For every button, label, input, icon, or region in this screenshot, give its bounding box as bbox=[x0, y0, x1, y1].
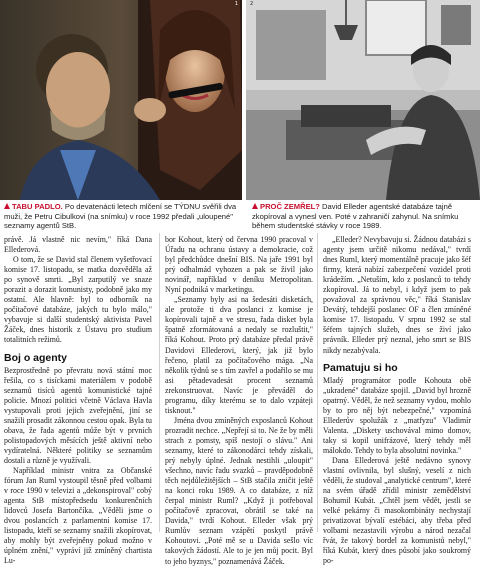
caption-text: David Elleder agentské databáze tajně zkopíroval a vynesl ven. Poté v zahraničí zahynul. Na snímku během studentské stávky v roce 1989. bbox=[252, 202, 459, 231]
article-paragraph: Například ministr vnitra za Občanské fórum Jan Ruml vystoupil těsně před volbami v roce 1990 v televizi a „dekonspiroval" cobý agenta StB místopředsedu konkurenčních lidovců Josefa Bartončíka. „Věděli jsme o dvou poslancích z parlamentní komise 17. listopadu, kteří se seznamy snažili zkopírovat, aby mohly být zveřejněny pokud možno v úplném znění," vypráví již zmíněný chartista Lu- bbox=[4, 465, 152, 566]
photo-young-man-typewriter bbox=[246, 0, 480, 200]
photo-caption bbox=[4, 202, 240, 231]
article-paragraph: O tom, že se David stal členem vyšetřovací komise 17. listopadu, se matka dozvěděla až po synově smrti. „Byl zarputilý ve snaze porazit a dorazit komunisty, podobně jako my ostatní. Ale hlavně: byl to odborník na počítačové databáze, jakých tu bylo málo," vybavuje si další studentský aktivista Pavel Žáček, dnes historik z Ústavu pro studium totalitních režimů. bbox=[4, 255, 152, 345]
column-divider bbox=[317, 233, 318, 532]
caption-headline: PROČ ZEMŘEL? bbox=[260, 202, 320, 211]
article-paragraph: Mladý programátor podle Kohouta obě „ukradené" databáze spojil. „David byl hrozně opatrný. Věděl, že než seznamy vydou, mohlo by to pro něj být nebezpečné," vzpomíná Ellederův spolužák z „matfyzu" Vladimír Valenta. „Diskety uschovával mimo domov, taky si kopil unifrázové, který tehdy měl málokdo. Tehdy to byla absolutní novinka." bbox=[323, 375, 471, 455]
photo-man-microphone bbox=[0, 0, 242, 200]
triangle-icon bbox=[4, 203, 10, 209]
article-paragraph: „Elleder? Nevybavuju si. Žádnou databázi s agenty jsem určitě nikomu nedával," tvrdí dnes Ruml, který momentálně pracuje jako šéf firmy, která nabízí zabezpečení vozidel proti krádežím. „Netuším, kdo z poslanců to tehdy zkopíroval. Já to nebyl, i když jsem to pak považoval za správnou věc," říká Stanislav Devátý, tehdejší poslanec OF a člen zmíněné komise 17. listopadu. V srpnu 1992 se stal šéfem tajných služeb, dnes se živí jako právník. Elleder prý neznal, jeho smrt se BIS nikdy nezabývala. bbox=[323, 235, 471, 355]
section-heading: Boj o agenty bbox=[4, 351, 68, 364]
article-column-2 bbox=[165, 235, 313, 567]
article-column-3 bbox=[323, 235, 471, 566]
section-heading: Pamatuju si ho bbox=[323, 361, 398, 374]
photo-number: 2 bbox=[250, 1, 254, 7]
column-divider bbox=[159, 233, 160, 532]
caption-headline: TABU PADLO. bbox=[12, 202, 63, 211]
article-paragraph: bor Kohout, který od června 1990 pracoval v Úřadu na ochranu ústavy a demokracie, což byl předchůdce dnešní BIS. Na jaře 1991 byl prý odhalmád vyhozen a pak se živil jako novinář, například v deníku Metropolitan. Nyní podniká v marketingu. bbox=[165, 235, 313, 295]
caption-text: Po devatenácti letech mlčení se TÝDNU svěřili dva muži, že Petru Cibulkovi (na snímku) v roce 1992 předali „uloupené" seznamy agentů StB. bbox=[4, 202, 237, 231]
article-column-1 bbox=[4, 235, 152, 566]
triangle-icon bbox=[252, 203, 258, 209]
article-paragraph: právě. Já vlastně nic nevím," říká Dana Ellederová. bbox=[4, 235, 152, 255]
article-paragraph: „Seznamy byly asi na šedesáti disketách, ale protože ti dva poslanci z komise je kopírovali tajně a ve stresu, řada disket byla špatně zformátovaná a nedaly se rozluštit," říká Kohout. Proto prý databáze předal právě Davidovi Ellederovi, který, jak již bylo řečeno, platil za počítačového mága. „Na několik týdnů se s tím zavřel a podařilo se mu asi pětadevadesát procent seznamů zrekonstruovat. Navíc je převáděl do programu, díky kterému se to dalo vzpáteji tisknout." bbox=[165, 295, 313, 415]
article-paragraph: Dana Ellederová ještě nedávno synovy vlastní ovlivnila, byl slušný, veselí z nich věděli, že studoval „analytické centrum", které na svém úřadě zřídil ministr zemědělství Bohumil Kubát. „Chtěl jsem vědět, jestli se velké pekárny či masokombináty nechystají privatizovat bývalí estébáci, aby třeba před volbami nezastavili výrobu a národ nezačal řvát, že takový bordel za komunistů nebyl," říká Kubát, který dnes působí jako soukromý po- bbox=[323, 455, 471, 566]
photo-number: 1 bbox=[234, 1, 238, 7]
article-paragraph: Jména dvou zmíněných exposlanců Kohout prozradit nechce. „Nepřejí si to. Ne že by měli strach z pomsty, spíš nestojí o slávu." Ani seznamy, které to zákonodárci tehdy získali, prý nebyly úplné. Jednak nestihli „uloupit" všechno, navíc řadu svazků – pravděpodobně těch nejdůležitějších – StB stačila zničit ještě na konci roku 1989. A co databáze, z níž čerpal ministr Ruml? „Když ji potřeboval počítačově zpracovat, obrátil se také na Davida," tvrdí Kohout. Elleder však prý Rumlův seznam vzápětí poskytl právě Kohoutovi. „Poté mě se u Davida sešlo víc takových žádostí. Ale to je jen můj pocit. Byl to jeho byznys," poznamenává Žáček. bbox=[165, 415, 313, 566]
article-paragraph: Bezprostředně po převratu nová státní moc řešila, co s tisíckami materiálem v podobě seznamů tisíců agentů komunistické tajné policie. Mnozí politici včetně Václava Havla vystupovali proti jejich zveřejnění, jiní se snažili prosadit zákonnou cestou opak. Byla tu obava, že řada agentů může být v prvních polistopadových měsících ještě aktivní nebo vydíratelná. Některé politiky se seznamům dostali a různě je využívali. bbox=[4, 365, 152, 465]
photo-caption bbox=[252, 202, 476, 231]
